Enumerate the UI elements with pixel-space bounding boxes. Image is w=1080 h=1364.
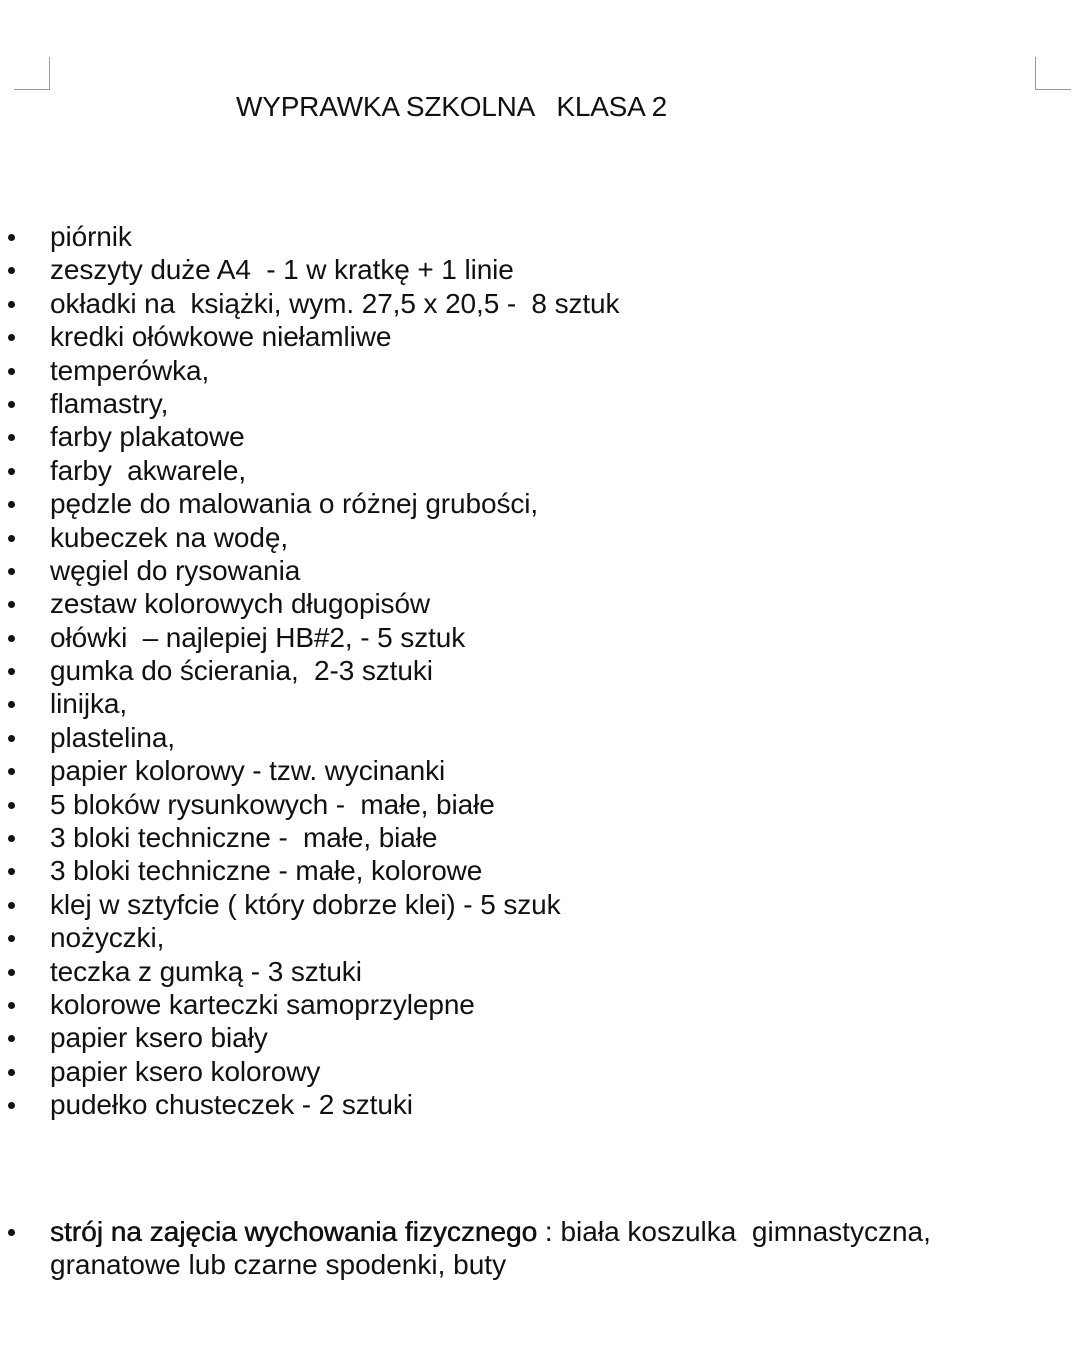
list-item-text: kredki ołówkowe niełamliwe [50, 321, 392, 353]
list-item [0, 788, 619, 821]
list-item [0, 320, 619, 353]
list-item [0, 287, 619, 320]
list-item [0, 1088, 619, 1121]
list-item [0, 888, 619, 921]
list-item-text: zestaw kolorowych długopisów [50, 588, 431, 620]
list-item-text: kolorowe karteczki samoprzylepne [50, 988, 475, 1020]
list-item-text: 3 bloki techniczne - małe, kolorowe [50, 855, 483, 887]
list-item [0, 587, 619, 620]
bullet-icon [8, 368, 15, 375]
bullet-icon [8, 434, 15, 441]
list-item-text: piórnik [50, 221, 132, 252]
bullet-icon [8, 1002, 15, 1009]
bullet-icon [8, 1035, 15, 1042]
list-item-text: zeszyty duże A4 - 1 w kratkę + 1 linie [50, 254, 514, 286]
list-item [0, 387, 619, 420]
list-item-text: okładki na książki, wym. 27,5 x 20,5 - 8 sztuk [50, 287, 620, 319]
list-item-text: papier ksero biały [50, 1022, 268, 1054]
bullet-icon [8, 1069, 15, 1076]
pe-outfit-line-2: granatowe lub czarne spodenki, buty [50, 1249, 507, 1281]
bullet-icon [8, 969, 15, 976]
bullet-icon [8, 668, 15, 675]
list-item [0, 1055, 619, 1088]
bullet-icon [8, 635, 15, 642]
list-item-text: papier ksero kolorowy [50, 1055, 321, 1087]
list-item-text: 5 bloków rysunkowych - małe, białe [50, 788, 495, 820]
list-item-text: 3 bloki techniczne - małe, białe [50, 822, 438, 854]
bullet-icon [8, 334, 15, 341]
bullet-icon [8, 868, 15, 875]
bullet-icon [8, 768, 15, 775]
list-item [0, 988, 619, 1021]
page-corner-marker-right [1035, 57, 1071, 90]
list-item [0, 521, 619, 554]
bullet-icon [8, 568, 15, 575]
list-item-text: nożyczki, [50, 922, 165, 954]
bullet-icon [8, 902, 15, 909]
list-item-text: teczka z gumką - 3 sztuki [50, 955, 362, 987]
list-item [0, 721, 619, 754]
list-item-text: papier kolorowy - tzw. wycinanki [50, 755, 446, 787]
list-item [0, 253, 619, 286]
bullet-icon [8, 267, 15, 274]
list-item [0, 821, 619, 854]
bullet-icon [8, 535, 15, 542]
list-item-text: flamastry, [50, 387, 169, 419]
list-item [0, 220, 619, 253]
list-item-text: farby plakatowe [50, 421, 245, 453]
list-item [0, 1021, 619, 1054]
bullet-icon [8, 735, 15, 742]
bullet-icon [8, 1229, 15, 1236]
list-item [0, 854, 619, 887]
bullet-icon [8, 501, 15, 508]
list-item [0, 955, 619, 988]
list-item [0, 621, 619, 654]
pe-outfit-item [0, 1215, 1000, 1282]
list-item-text: farby akwarele, [50, 454, 247, 486]
bullet-icon [8, 601, 15, 608]
list-item [0, 554, 619, 587]
list-item-text: pudełko chusteczek - 2 sztuki [50, 1089, 413, 1121]
pe-outfit-heading: strój na zajęcia wychowania fizycznego [50, 1216, 538, 1247]
list-item-text: pędzle do malowania o różnej grubości, [50, 488, 539, 520]
bullet-icon [8, 234, 15, 241]
bullet-icon [8, 301, 15, 308]
document-title: WYPRAWKA SZKOLNA KLASA 2 [236, 91, 668, 122]
page-corner-marker-left [14, 57, 50, 90]
list-item-text: klej w sztyfcie ( który dobrze klei) - 5 szuk [50, 888, 561, 920]
bullet-icon [8, 935, 15, 942]
supply-list [0, 220, 619, 1122]
bullet-icon [8, 802, 15, 809]
list-item-text: ołówki – najlepiej HB#2, - 5 sztuk [50, 621, 466, 653]
bullet-icon [8, 1102, 15, 1109]
list-item-text: gumka do ścierania, 2-3 sztuki [50, 655, 433, 687]
bullet-icon [8, 701, 15, 708]
list-item-text: temperówka, [50, 354, 210, 386]
list-item [0, 454, 619, 487]
list-item-text: linijka, [50, 688, 128, 720]
list-item [0, 487, 619, 520]
bullet-icon [8, 401, 15, 408]
list-item [0, 654, 619, 687]
bullet-icon [8, 468, 15, 475]
list-item [0, 354, 619, 387]
list-item [0, 687, 619, 720]
list-item [0, 921, 619, 954]
list-item-text: kubeczek na wodę, [50, 521, 289, 553]
list-item-text: węgiel do rysowania [50, 554, 301, 586]
bullet-icon [8, 835, 15, 842]
list-item-text: plastelina, [50, 721, 175, 753]
pe-outfit-line-1 [50, 1215, 1000, 1248]
list-item [0, 754, 619, 787]
list-item [0, 420, 619, 453]
pe-outfit-description: : biała koszulka gimnastyczna, [537, 1216, 931, 1247]
